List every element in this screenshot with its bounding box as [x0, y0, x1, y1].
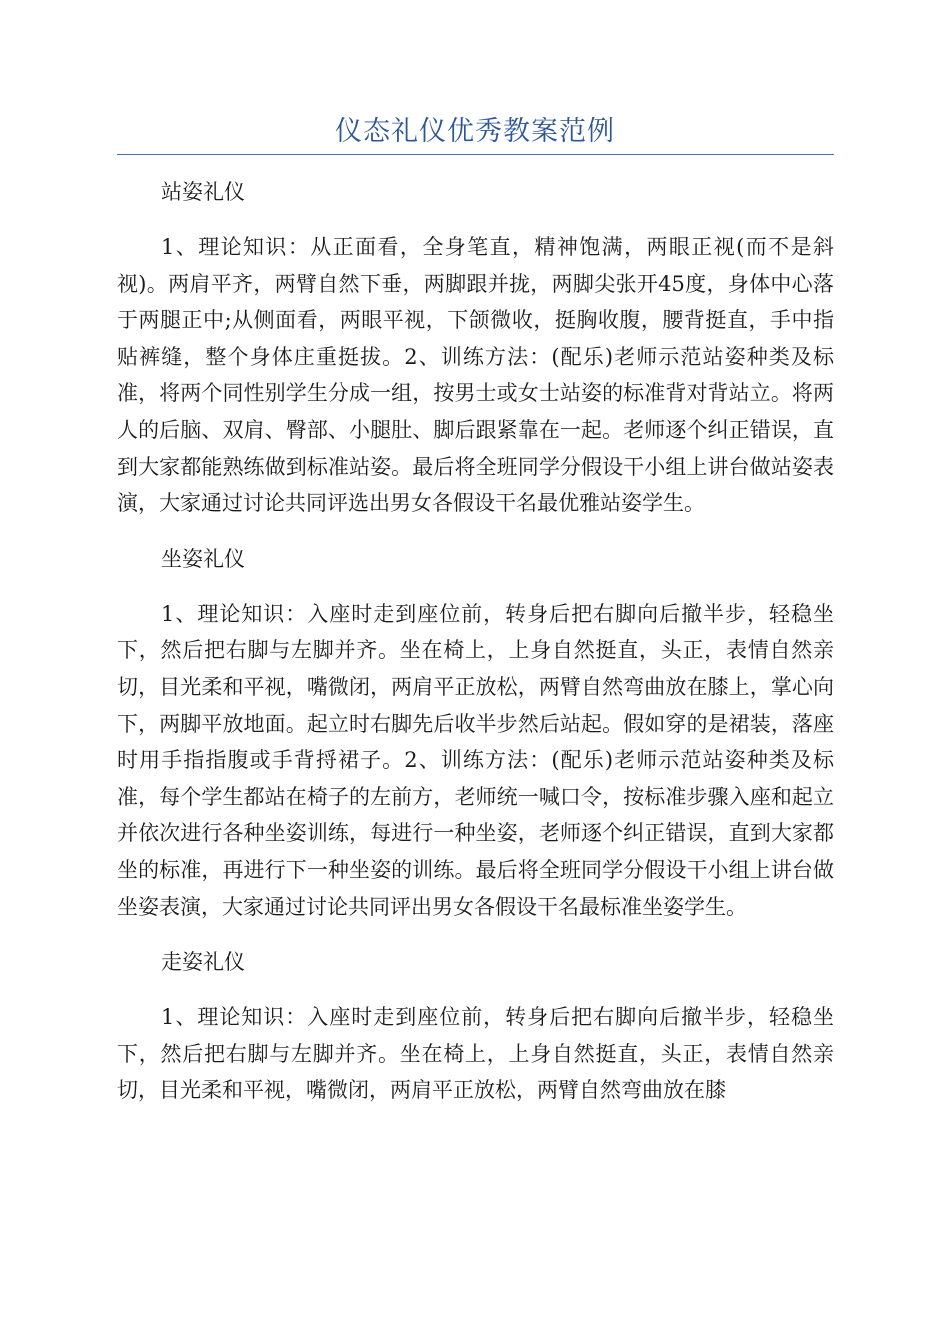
section-walking [117, 942, 834, 1109]
section-paragraph: 1、理论知识：从正面看，全身笔直，精神饱满，两眼正视(而不是斜视)。两肩平齐，两臂自然下垂，两脚跟并拢，两脚尖张开45度，身体中心落于两腿正中;从侧面看，两眼平视，下颌微收，挺胸收腹，腰背挺直，手中指贴裤缝，整个身体庄重挺拔。2、训练方法：(配乐)老师示范站姿种类及标准，将两个同性别学生分成一组，按男士或女士站姿的标准背对背站立。将两人的后脑、双肩、臀部、小腿肚、脚后跟紧靠在一起。老师逐个纠正错误，直到大家都能熟练做到标准站姿。最后将全班同学分假设干小组上讲台做站姿表演，大家通过讨论共同评选出男女各假设干名最优雅站姿学生。 [117, 235, 834, 516]
title-underline [117, 154, 834, 155]
section-standing [117, 172, 834, 539]
section-heading: 站姿礼仪 [161, 180, 245, 204]
document-body [117, 172, 834, 1109]
section-sitting [117, 539, 834, 942]
section-paragraph: 1、理论知识：入座时走到座位前，转身后把右脚向后撤半步，轻稳坐下，然后把右脚与左脚并齐。坐在椅上，上身自然挺直，头正，表情自然亲切，目光柔和平视，嘴微闭，两肩平正放松，两臂自然弯曲放在膝 [117, 1005, 834, 1103]
section-paragraph: 1、理论知识：入座时走到座位前，转身后把右脚向后撤半步，轻稳坐下，然后把右脚与左脚并齐。坐在椅上，上身自然挺直，头正，表情自然亲切，目光柔和平视，嘴微闭，两肩平正放松，两臂自然弯曲放在膝上，掌心向下，两脚平放地面。起立时右脚先后收半步然后站起。假如穿的是裙装，落座时用手指指腹或手背捋裙子。2、训练方法：(配乐)老师示范站姿种类及标准，每个学生都站在椅子的左前方，老师统一喊口令，按标准步骤入座和起立并依次进行各种坐姿训练，每进行一种坐姿，老师逐个纠正错误，直到大家都坐的标准，再进行下一种坐姿的训练。最后将全班同学分假设干小组上讲台做坐姿表演，大家通过讨论共同评出男女各假设干名最标准坐姿学生。 [117, 601, 834, 919]
section-heading: 走姿礼仪 [161, 950, 245, 975]
section-heading: 坐姿礼仪 [161, 546, 245, 571]
document-title: 仪态礼仪优秀教案范例 [335, 116, 615, 147]
